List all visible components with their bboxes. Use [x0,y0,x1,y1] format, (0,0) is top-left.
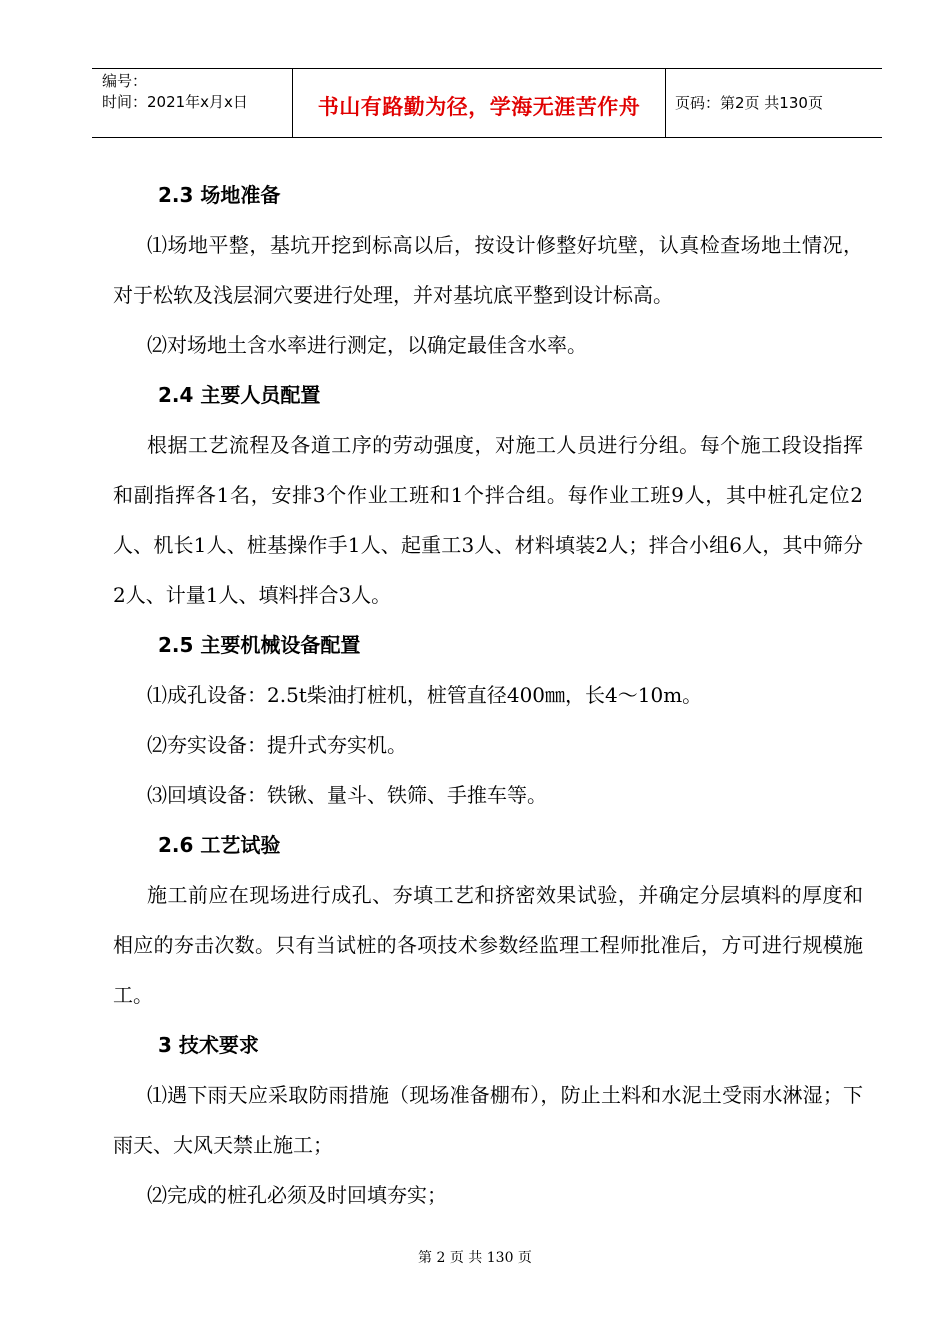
section-heading: 2.6 工艺试验 [158,833,281,857]
document-body [113,170,863,1220]
header-page-cell [665,69,882,137]
paragraph: ⑶回填设备：铁锹、量斗、铁筛、手推车等。 [147,783,547,807]
header-meta [92,69,292,137]
section-heading: 2.3 场地准备 [158,183,281,207]
page-footer: 第 2 页 共 130 页 [418,1250,532,1266]
section-heading: 2.5 主要机械设备配置 [158,633,361,657]
paragraph: ⑴遇下雨天应采取防雨措施（现场准备棚布），防止土料和水泥土受雨水淋湿；下雨天、大风天禁止施工； [113,1083,863,1157]
section-heading: 3 技术要求 [158,1033,259,1057]
code-label: 编号： [102,72,148,90]
section-heading: 2.4 主要人员配置 [158,383,321,407]
paragraph: ⑴成孔设备：2.5t柴油打桩机，桩管直径400㎜，长4～10m。 [147,683,703,707]
paragraph: ⑵夯实设备：提升式夯实机。 [147,733,407,757]
page-info: 页码：第2页 共130页 [675,94,823,112]
header-motto-cell [292,69,666,137]
paragraph: ⑵对场地土含水率进行测定，以确定最佳含水率。 [147,333,587,357]
paragraph: ⑴场地平整，基坑开挖到标高以后，按设计修整好坑壁，认真检查场地土情况，对于松软及浅层洞穴要进行处理，并对基坑底平整到设计标高。 [113,233,863,307]
motto: 书山有路勤为径，学海无涯苦作舟 [317,95,641,119]
paragraph: ⑵完成的桩孔必须及时回填夯实； [147,1183,447,1207]
time-label: 时间：2021年x月x日 [102,93,248,111]
paragraph: 施工前应在现场进行成孔、夯填工艺和挤密效果试验，并确定分层填料的厚度和相应的夯击次数。只有当试桩的各项技术参数经监理工程师批准后，方可进行规模施工。 [113,883,863,1007]
page-header [92,68,882,138]
paragraph: 根据工艺流程及各道工序的劳动强度，对施工人员进行分组。每个施工段设指挥和副指挥各1名，安排3个作业工班和1个拌合组。每作业工班9人，其中桩孔定位2人、机长1人、桩基操作手1人、起重工3人、材料填装2人；拌合小组6人，其中筛分2人、计量1人、填料拌合3人。 [113,433,863,607]
